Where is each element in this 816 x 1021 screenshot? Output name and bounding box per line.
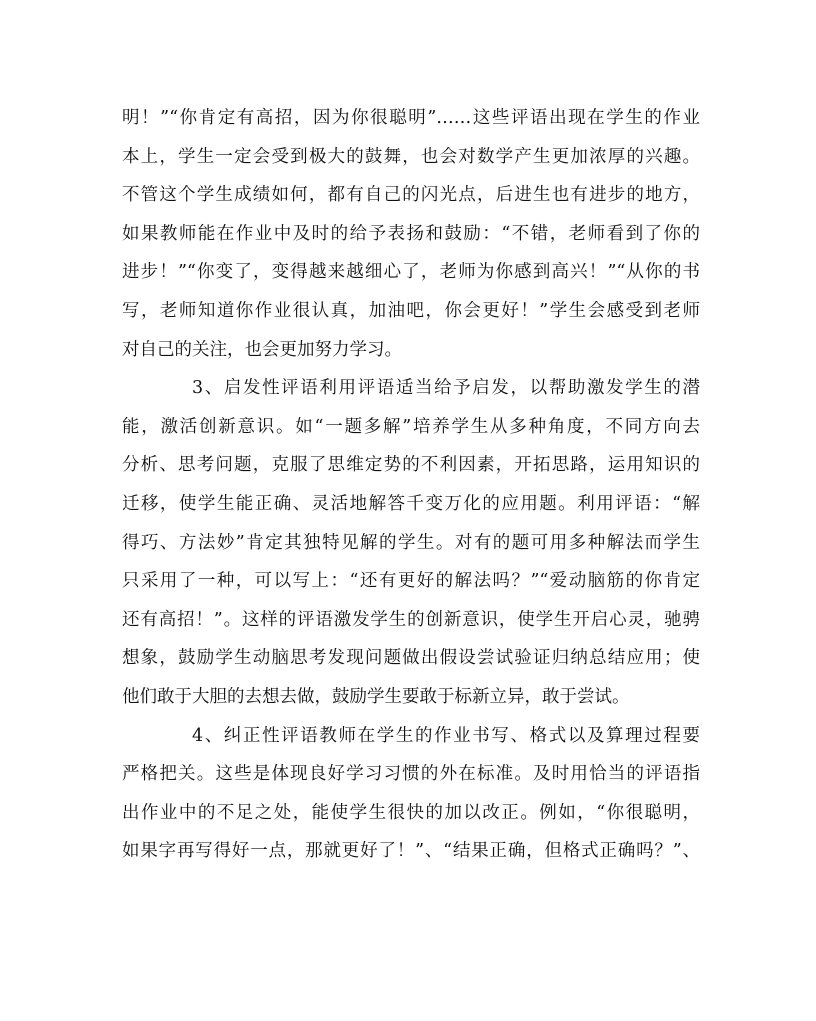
text-line: 他们敢于大胆的去想去做，鼓励学生要敢于标新立异，敢于尝试。 <box>122 686 630 707</box>
text-line: 4、纠正性评语教师在学生的作业书写、格式以及算理过程要 <box>192 725 700 746</box>
text-line: 想象，鼓励学生动脑思考发现问题做出假设尝试验证归纳总结应用；使 <box>122 648 700 669</box>
text-line: 分析、思考问题，克服了思维定势的不利因素，开拓思路，运用知识的 <box>122 455 700 476</box>
text-line: 出作业中的不足之处，能使学生很快的加以改正。例如，“你很聪明， <box>122 802 700 823</box>
paragraph-praise-continued <box>122 99 700 369</box>
paragraph-corrective-comments <box>122 717 700 871</box>
text-line: 严格把关。这些是体现良好学习习惯的外在标准。及时用恰当的评语指 <box>122 764 700 785</box>
text-line: 本上，学生一定会受到极大的鼓舞，也会对数学产生更加浓厚的兴趣。 <box>122 146 700 167</box>
text-line: 如果教师能在作业中及时的给予表扬和鼓励：“不错，老师看到了你的 <box>122 223 700 244</box>
text-line: 迁移，使学生能正确、灵活地解答千变万化的应用题。利用评语：“解 <box>122 493 700 514</box>
text-line: 如果字再写得好一点，那就更好了！”、“结果正确，但格式正确吗？”、 <box>122 841 700 862</box>
text-line: 还有高招！”。这样的评语激发学生的创新意识，使学生开启心灵，驰骋 <box>122 609 700 630</box>
text-line: 对自己的关注，也会更加努力学习。 <box>122 339 402 360</box>
text-line: 明！”“你肯定有高招，因为你很聪明”……这些评语出现在学生的作业 <box>122 108 700 128</box>
text-line: 写，老师知道你作业很认真，加油吧，你会更好！”学生会感受到老师 <box>122 300 700 321</box>
text-line: 得巧、方法妙”肯定其独特见解的学生。对有的题可用多种解法而学生 <box>122 532 700 553</box>
paragraph-heuristic-comments <box>122 369 700 716</box>
text-line: 3、启发性评语利用评语适当给予启发，以帮助激发学生的潜 <box>192 378 700 399</box>
text-line: 进步！”“你变了，变得越来越细心了，老师为你感到高兴！”“从你的书 <box>122 262 700 283</box>
body-text <box>122 99 700 871</box>
text-line: 能，激活创新意识。如“一题多解”培养学生从多种角度，不同方向去 <box>122 416 700 437</box>
text-line: 不管这个学生成绩如何，都有自己的闪光点，后进生也有进步的地方， <box>122 185 700 206</box>
text-line: 只采用了一种，可以写上：“还有更好的解法吗？”“爱动脑筋的你肯定 <box>122 571 700 592</box>
